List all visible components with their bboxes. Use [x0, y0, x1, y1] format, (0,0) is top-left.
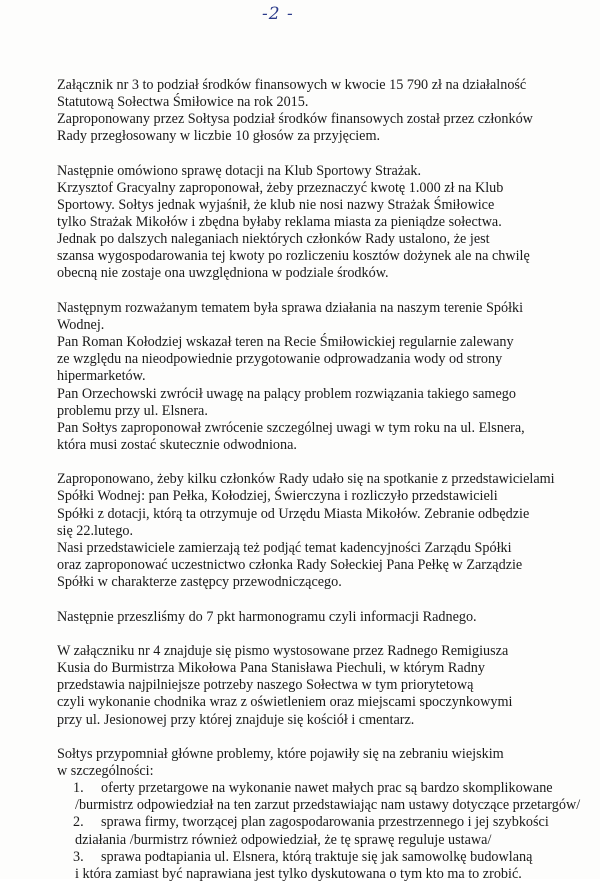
text-line: Następnym rozważanym tematem była sprawa działania na naszym terenie Spółki — [57, 300, 524, 317]
paragraph-meeting — [57, 471, 597, 591]
text-line: Kusia do Burmistrza Mikołowa Pana Stanisława Piechuli, w którym Radny — [57, 660, 485, 677]
problems-list — [57, 780, 597, 883]
text-line: przedstawia najpilniejsze potrzeby naszego Sołectwa w tym priorytetową — [57, 677, 474, 694]
text-line: Jednak po dalszych naleganiach niektórych członków Rady ustalono, że jest — [57, 231, 490, 248]
text-line: Następnie omówiono sprawę dotacji na Klub Sportowy Strażak. — [57, 162, 422, 179]
text-line: się 22.lutego. — [57, 522, 134, 539]
text-line: Nasi przedstawiciele zamierzają też podjąć temat kadencyjności Zarządu Spółki — [57, 539, 512, 556]
text-line: która musi zostać skutecznie odwodniona. — [57, 436, 297, 453]
text-line: Zaproponowany przez Sołtysa podział środków finansowych został przez członków — [57, 111, 533, 128]
text-line: czyli wykonanie chodnika wraz z oświetleniem oraz miejscami spoczynkowymi — [57, 694, 513, 711]
list-number: 2. — [73, 814, 84, 831]
text-line: W załączniku nr 4 znajduje się pismo wystosowane przez Radnego Remigiusza — [57, 643, 509, 660]
text-line: problemu przy ul. Elsnera. — [57, 402, 208, 419]
text-line: Pan Roman Kołodziej wskazał teren na Recie Śmiłowickiej regularnie zalewany — [57, 334, 514, 351]
text-line: ze względu na nieodpowiednie przygotowanie odprowadzania wody od strony — [57, 351, 503, 368]
list-number: 1. — [73, 780, 84, 797]
paragraph-sports-club — [57, 163, 597, 283]
document-body — [57, 77, 597, 883]
list-text: oferty przetargowe na wykonanie nawet małych prac są bardzo skomplikowane — [101, 780, 553, 797]
list-text: sprawa podtapiania ul. Elsnera, którą traktuje się jak samowolkę budowlaną — [101, 848, 533, 865]
text-line: Sportowy. Sołtys jednak wyjaśnił, że klub nie nosi nazwy Strażak Śmiłowice — [57, 197, 495, 214]
paragraph-problems — [57, 746, 597, 780]
text-line: tylko Strażak Mikołów i zbędna byłaby reklama miasta za pieniądze sołectwa. — [57, 214, 502, 231]
text-line: Spółki z dotacji, którą ta otrzymuje od Urzędu Miasta Mikołów. Zebranie odbędzie — [57, 505, 530, 522]
list-number: 3. — [73, 848, 84, 865]
text-line: oraz zaproponować uczestnictwo członka Rady Sołeckiej Pana Pełkę w Zarządzie — [57, 556, 523, 573]
text-line: szansa wygospodarowania tej kwoty po rozliczeniu kosztów dożynek ale na chwilę — [57, 248, 530, 265]
text-line: w szczególności: — [57, 763, 154, 780]
text-line: przy ul. Jesionowej przy której znajduje się kościół i cmentarz. — [57, 711, 415, 728]
paragraph-councillor — [57, 643, 597, 728]
paragraph-water-company — [57, 300, 597, 454]
text-line: Załącznik nr 3 to podział środków finansowych w kwocie 15 790 zł na działalność — [57, 77, 527, 93]
text-line: Rady przegłosowany w liczbie 10 głosów za przyjęciem. — [57, 128, 381, 145]
list-text-continued: /burmistrz odpowiedział na ten zarzut przedstawiając nam ustawy dotyczące przetargów/ — [75, 797, 581, 814]
text-line: hipermarketów. — [57, 368, 146, 385]
text-line: Następnie przeszliśmy do 7 pkt harmonogramu czyli informacji Radnego. — [57, 608, 477, 625]
list-item — [67, 780, 597, 814]
list-item — [67, 849, 597, 883]
text-line: Wodnej. — [57, 317, 105, 334]
paragraph-budget — [57, 77, 597, 145]
text-line: Spółki w charakterze zastępcy przewodniczącego. — [57, 573, 342, 590]
text-line: Spółki Wodnej: pan Pełka, Kołodziej, Świerczyna i rozliczyło przedstawicieli — [57, 488, 498, 505]
text-line: Pan Orzechowski zwrócił uwagę na palący problem rozwiązania takiego samego — [57, 385, 516, 402]
text-line: Krzysztof Gracyalny zaproponował, żeby przeznaczyć kwotę 1.000 zł na Klub — [57, 179, 504, 196]
text-line: Statutową Sołectwa Śmiłowice na rok 2015. — [57, 94, 309, 111]
list-item — [67, 814, 597, 848]
page-number: -2 - — [262, 4, 294, 24]
text-line: obecną nie zostaje ona uwzględniona w podziale środków. — [57, 265, 389, 282]
list-text-continued: i która zamiast być naprawiana jest tylko dyskutowana o tym kto ma to zrobić. — [75, 865, 522, 882]
paragraph-agenda-point — [57, 609, 597, 626]
text-line: Sołtys przypomniał główne problemy, które pojawiły się na zebraniu wiejskim — [57, 746, 504, 763]
list-text-continued: działania /burmistrz również odpowiedział, że tę sprawę reguluje ustawa/ — [75, 831, 492, 848]
list-text: sprawa firmy, tworzącej plan zagospodarowania przestrzennego i jej szybkości — [101, 814, 549, 831]
text-line: Zaproponowano, żeby kilku członków Rady udało się na spotkanie z przedstawicielami — [57, 471, 555, 488]
text-line: Pan Sołtys zaproponował zwrócenie szczególnej uwagi w tym roku na ul. Elsnera, — [57, 419, 525, 436]
